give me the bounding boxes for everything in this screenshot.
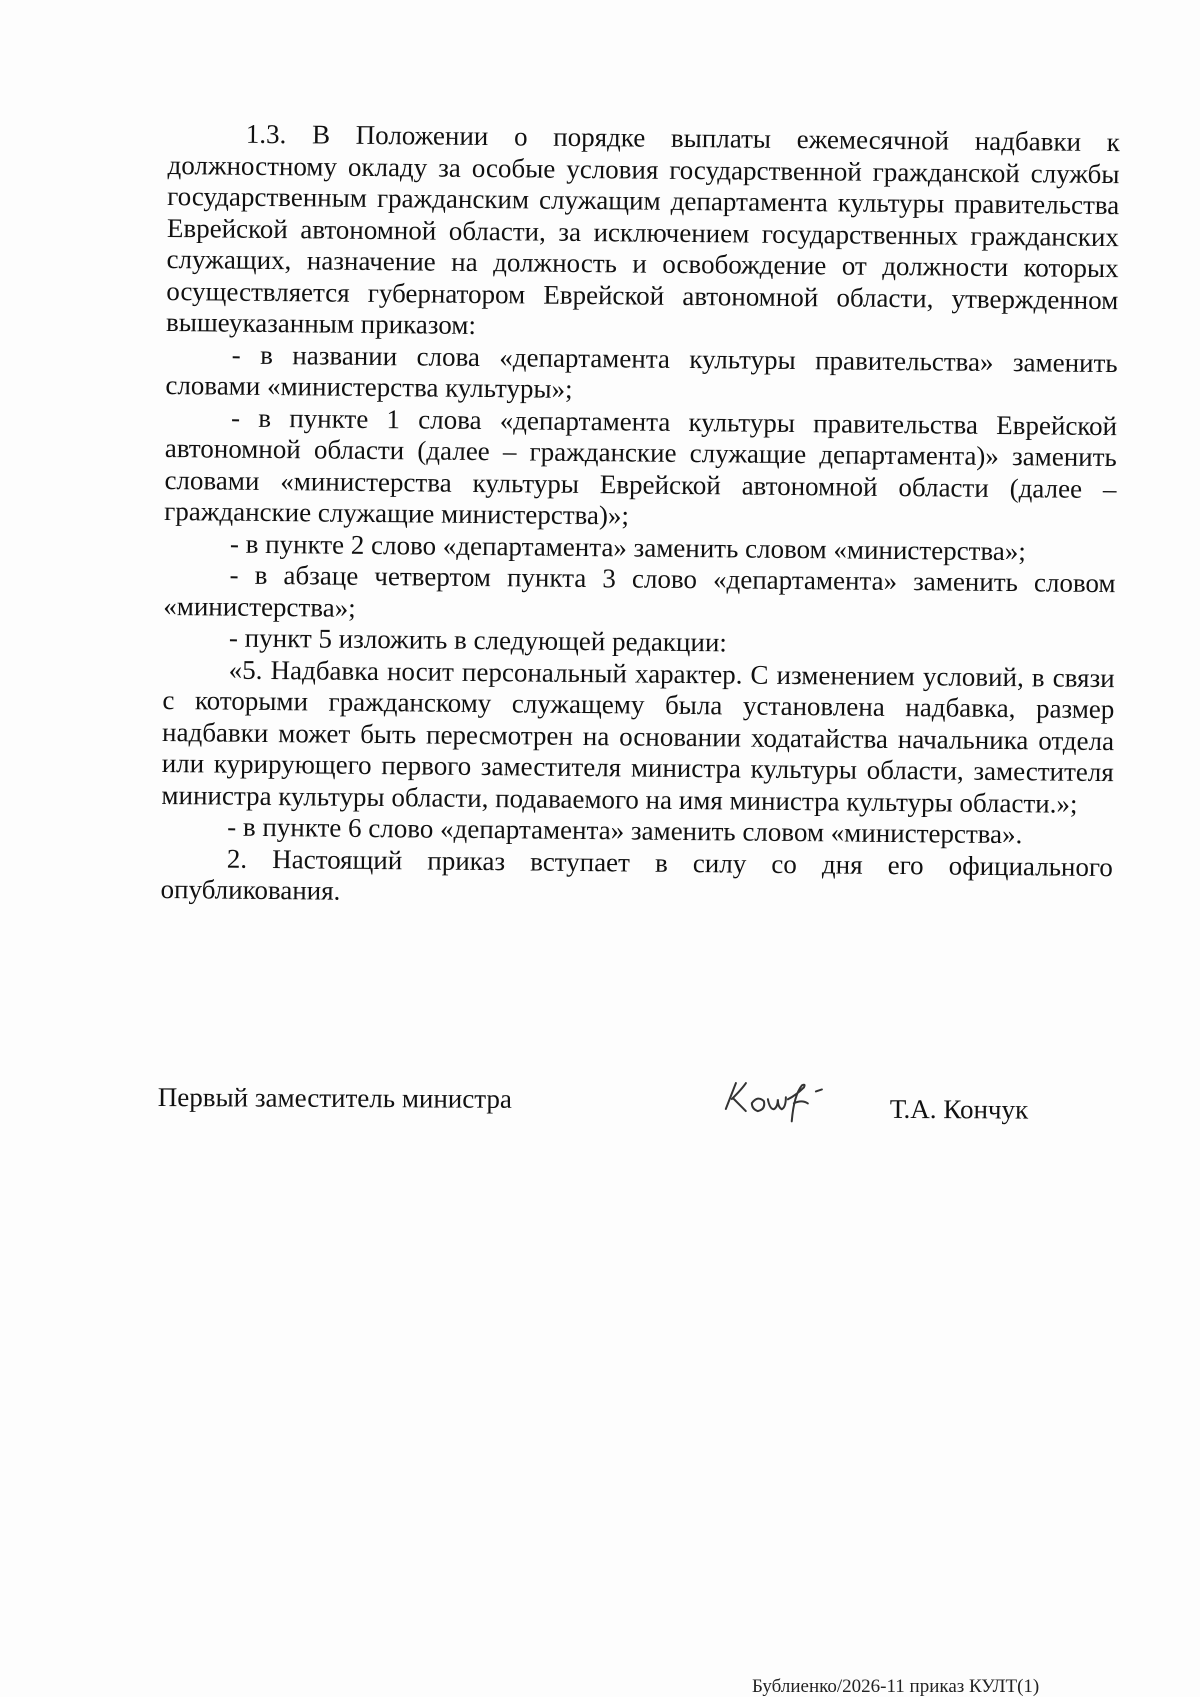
handwritten-signature xyxy=(712,1069,852,1126)
paragraph-intro: 1.3. В Положении о порядке выплаты ежемесячной надбавки к должностному окладу за особые условия государственной гражданской службы государственным гражданским служащим департамента культуры правительства Еврейской автономной области, за исключением государственных гражданских служащих, назначение на должность и освобождение от должности которых осуществляется губернатором Еврейской автономной области, утвержденном вышеуказанным приказом: xyxy=(165,118,1120,340)
paragraph-effective-date: 2. Настоящий приказ вступает в силу со дня его официального опубликования. xyxy=(160,843,1114,906)
list-item-point-6: - в пункте 6 слово «департамента» заменить словом «министерства». xyxy=(227,811,1023,850)
signature-block xyxy=(158,1070,1078,1135)
list-item-point-1: - в пункте 1 слова «департамента культуры правительства Еврейской автономной области (далее – гражданские служащие департамента)» заменить словами «министерства культуры Еврейской автономной области (далее – гражданские служащие министерства)»; xyxy=(164,402,1118,531)
quoted-point-5-text: «5. Надбавка носит персональный характер. С изменением условий, в связи с которыми гражданскому служащему была установлена надбавка, размер надбавки может быть пересмотрен на основании ходатайства начальника отдела или курирующего первого заместителя министра культуры области, заместителя министра культуры области, подаваемого на имя министра культуры области.»; xyxy=(161,654,1115,819)
signatory-name: Т.А. Кончук xyxy=(889,1093,1029,1125)
document-body xyxy=(160,118,1120,915)
footer-file-reference: Бублиенко/2026-11 приказ КУЛТ(1) xyxy=(752,1676,1040,1697)
list-item-title-change: - в названии слова «департамента культуры правительства» заменить словами «министерства культуры»; xyxy=(165,339,1118,404)
list-item-point-3: - в абзаце четвертом пункта 3 слово «департамента» заменить словом «министерства»; xyxy=(163,559,1116,623)
list-item-point-5: - пункт 5 изложить в следующей редакции: xyxy=(228,622,728,658)
signatory-position: Первый заместитель министра xyxy=(157,1081,512,1114)
list-item-point-2: - в пункте 2 слово «департамента» заменить словом «министерства»; xyxy=(229,528,1026,566)
